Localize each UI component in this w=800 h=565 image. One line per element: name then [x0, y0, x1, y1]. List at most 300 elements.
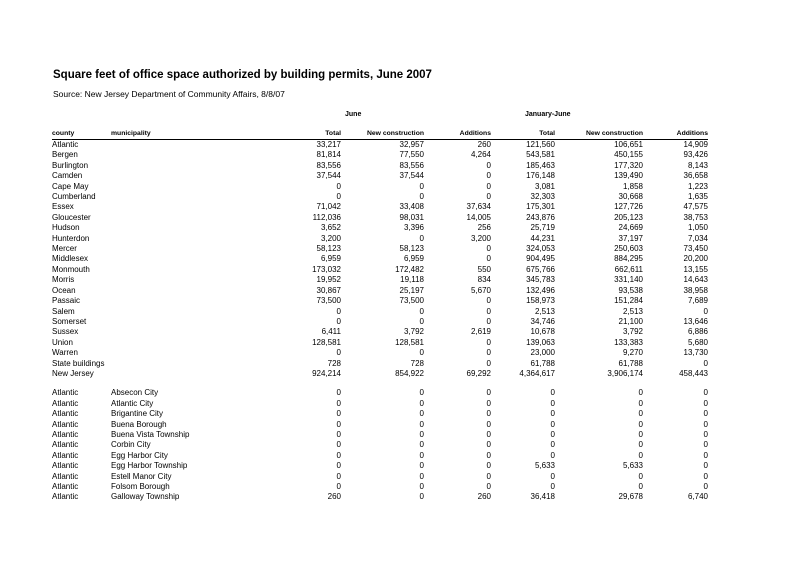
cell-ytd-total: 0	[550, 419, 555, 429]
cell-june-total: 260	[327, 492, 341, 502]
report-title: Square feet of office space authorized by building permits, June 2007	[53, 69, 432, 81]
county-rows	[52, 140, 708, 380]
cell-ytd-additions: 0	[703, 482, 708, 491]
cell-county: Passaic	[52, 296, 81, 306]
table-row	[52, 202, 708, 212]
cell-ytd-total: 0	[550, 398, 555, 408]
table-row	[52, 171, 708, 181]
cell-june-additions: 0	[486, 160, 491, 170]
table-row	[52, 461, 708, 471]
cell-county: New Jersey	[52, 368, 94, 378]
table-row	[52, 286, 708, 296]
col-header-june-total: Total	[325, 130, 341, 137]
cell-ytd-additions: 8,143	[687, 160, 708, 170]
cell-ytd-total: 675,766	[526, 264, 555, 274]
cell-june-additions: 0	[486, 192, 491, 202]
cell-ytd-additions: 20,200	[683, 254, 708, 264]
cell-june-additions: 550	[477, 264, 491, 274]
cell-county: Union	[52, 337, 73, 347]
cell-municipality	[111, 286, 225, 296]
cell-june-total: 0	[336, 348, 341, 358]
cell-ytd-additions: 36,658	[683, 171, 708, 181]
cell-county: Cumberland	[52, 192, 96, 202]
cell-ytd-total: 139,063	[526, 337, 555, 347]
cell-june-total: 112,036	[312, 212, 341, 222]
cell-county: Mercer	[52, 244, 77, 254]
cell-municipality: Buena Borough	[111, 419, 167, 429]
cell-county: Atlantic	[52, 409, 79, 419]
cell-june-new-construction: 0	[419, 409, 424, 419]
cell-municipality	[111, 213, 225, 223]
cell-municipality	[111, 171, 225, 181]
table-row	[52, 244, 708, 254]
table-row	[52, 348, 708, 358]
cell-june-total: 728	[327, 358, 341, 368]
cell-municipality	[111, 161, 225, 171]
cell-municipality	[111, 359, 225, 369]
cell-ytd-additions: 0	[703, 450, 708, 460]
cell-county: Sussex	[52, 327, 79, 337]
cell-ytd-total: 44,231	[530, 233, 555, 243]
cell-june-new-construction: 33,408	[399, 202, 424, 212]
cell-municipality	[111, 338, 225, 348]
table-row	[52, 338, 708, 348]
cell-june-total: 0	[336, 461, 341, 471]
cell-june-total: 3,652	[320, 223, 341, 233]
cell-june-new-construction: 728	[410, 358, 424, 368]
cell-ytd-total: 0	[550, 482, 555, 491]
table-row	[52, 223, 708, 233]
cell-june-total: 0	[336, 192, 341, 202]
cell-ytd-additions: 0	[703, 419, 708, 429]
cell-june-total: 33,217	[316, 140, 341, 149]
cell-ytd-new-construction: 0	[638, 450, 643, 460]
cell-municipality	[111, 244, 225, 254]
cell-ytd-new-construction: 139,490	[614, 171, 643, 181]
cell-ytd-additions: 7,689	[687, 296, 708, 306]
cell-ytd-additions: 73,450	[683, 244, 708, 254]
cell-county: Monmouth	[52, 264, 90, 274]
cell-county: Middlesex	[52, 254, 89, 264]
cell-june-additions: 14,005	[466, 212, 491, 222]
table-row	[52, 307, 708, 317]
cell-ytd-total: 0	[550, 471, 555, 481]
cell-june-new-construction: 32,957	[399, 140, 424, 149]
cell-county: Warren	[52, 348, 78, 358]
cell-county: Somerset	[52, 316, 87, 326]
cell-ytd-additions: 6,740	[687, 492, 708, 502]
cell-ytd-total: 61,788	[530, 358, 555, 368]
cell-municipality: Absecon City	[111, 388, 159, 398]
cell-june-additions: 0	[486, 482, 491, 491]
cell-ytd-total: 0	[550, 450, 555, 460]
cell-june-additions: 0	[486, 337, 491, 347]
cell-june-new-construction: 0	[419, 398, 424, 408]
cell-county: Morris	[52, 275, 75, 285]
cell-ytd-additions: 14,643	[683, 275, 708, 285]
cell-ytd-new-construction: 250,603	[614, 244, 643, 254]
cell-ytd-additions: 38,753	[683, 212, 708, 222]
cell-municipality: Folsom Borough	[111, 482, 170, 491]
cell-june-additions: 260	[477, 140, 491, 149]
cell-june-new-construction: 0	[419, 492, 424, 502]
cell-municipality: Egg Harbor City	[111, 450, 168, 460]
cell-ytd-new-construction: 24,669	[618, 223, 643, 233]
table-row	[52, 317, 708, 327]
cell-ytd-total: 4,364,617	[519, 368, 555, 378]
table-row	[52, 409, 708, 419]
cell-municipality: Brigantine City	[111, 409, 164, 419]
cell-municipality	[111, 234, 225, 244]
cell-ytd-additions: 7,034	[687, 233, 708, 243]
cell-june-additions: 5,670	[470, 285, 491, 295]
cell-ytd-new-construction: 1,858	[622, 181, 643, 191]
cell-county: Atlantic	[52, 450, 79, 460]
cell-june-total: 0	[336, 482, 341, 491]
cell-june-new-construction: 3,396	[403, 223, 424, 233]
cell-june-total: 0	[336, 306, 341, 316]
cell-ytd-new-construction: 0	[638, 471, 643, 481]
cell-june-additions: 0	[486, 244, 491, 254]
cell-june-additions: 0	[486, 388, 491, 398]
cell-county: Atlantic	[52, 140, 79, 149]
cell-june-additions: 0	[486, 254, 491, 264]
cell-ytd-new-construction: 93,538	[618, 285, 643, 295]
col-header-ytd-additions: Additions	[676, 130, 708, 137]
cell-county: Essex	[52, 202, 74, 212]
cell-june-additions: 0	[486, 440, 491, 450]
cell-june-new-construction: 0	[419, 348, 424, 358]
cell-ytd-total: 345,783	[526, 275, 555, 285]
cell-ytd-new-construction: 21,100	[618, 316, 643, 326]
col-header-county: county	[52, 130, 75, 137]
cell-june-new-construction: 0	[419, 388, 424, 398]
cell-ytd-additions: 0	[703, 461, 708, 471]
cell-ytd-total: 175,301	[526, 202, 555, 212]
cell-june-new-construction: 37,544	[399, 171, 424, 181]
cell-june-additions: 834	[477, 275, 491, 285]
cell-june-new-construction: 0	[419, 192, 424, 202]
cell-ytd-total: 185,463	[526, 160, 555, 170]
cell-county: State buildings	[52, 358, 105, 368]
cell-june-new-construction: 172,482	[395, 264, 424, 274]
cell-ytd-new-construction: 0	[638, 388, 643, 398]
cell-ytd-additions: 0	[703, 398, 708, 408]
cell-municipality: Buena Vista Township	[111, 429, 190, 439]
cell-ytd-total: 0	[550, 429, 555, 439]
cell-june-new-construction: 0	[419, 450, 424, 460]
cell-ytd-new-construction: 0	[638, 482, 643, 491]
cell-ytd-additions: 93,426	[683, 150, 708, 160]
cell-ytd-additions: 0	[703, 306, 708, 316]
cell-june-total: 3,200	[320, 233, 341, 243]
cell-june-additions: 0	[486, 348, 491, 358]
cell-ytd-total: 243,876	[526, 212, 555, 222]
cell-june-new-construction: 58,123	[399, 244, 424, 254]
cell-june-total: 0	[336, 419, 341, 429]
cell-june-additions: 256	[477, 223, 491, 233]
cell-ytd-new-construction: 662,611	[614, 264, 643, 274]
cell-ytd-total: 34,746	[530, 316, 555, 326]
cell-june-additions: 37,634	[466, 202, 491, 212]
cell-ytd-new-construction: 331,140	[614, 275, 643, 285]
cell-ytd-additions: 14,909	[683, 140, 708, 149]
cell-june-additions: 260	[477, 492, 491, 502]
table-row	[52, 182, 708, 192]
cell-municipality	[111, 182, 225, 192]
cell-june-total: 0	[336, 181, 341, 191]
cell-county: Atlantic	[52, 461, 79, 471]
table-row	[52, 140, 708, 151]
table-row	[52, 213, 708, 223]
cell-ytd-total: 0	[550, 440, 555, 450]
table-row	[52, 296, 708, 306]
cell-county: Salem	[52, 306, 75, 316]
cell-municipality	[111, 140, 225, 151]
cell-june-new-construction: 0	[419, 482, 424, 491]
cell-ytd-new-construction: 9,270	[622, 348, 643, 358]
cell-county: Burlington	[52, 160, 89, 170]
municipality-rows	[52, 388, 708, 502]
cell-june-additions: 0	[486, 419, 491, 429]
cell-ytd-new-construction: 0	[638, 440, 643, 450]
cell-ytd-additions: 0	[703, 388, 708, 398]
cell-ytd-new-construction: 0	[638, 429, 643, 439]
cell-june-total: 0	[336, 388, 341, 398]
cell-june-additions: 0	[486, 306, 491, 316]
cell-ytd-new-construction: 61,788	[618, 358, 643, 368]
cell-ytd-total: 2,513	[534, 306, 555, 316]
cell-county: Atlantic	[52, 398, 79, 408]
cell-ytd-additions: 38,958	[683, 285, 708, 295]
col-header-june-new-construction: New construction	[366, 130, 424, 137]
table-row	[52, 359, 708, 369]
cell-ytd-new-construction: 29,678	[618, 492, 643, 502]
cell-june-total: 6,411	[321, 327, 341, 337]
cell-ytd-total: 158,973	[526, 296, 555, 306]
cell-ytd-additions: 47,575	[683, 202, 708, 212]
cell-ytd-new-construction: 0	[638, 409, 643, 419]
cell-ytd-additions: 5,680	[687, 337, 708, 347]
cell-june-additions: 0	[486, 429, 491, 439]
cell-june-additions: 0	[486, 409, 491, 419]
table-row	[52, 275, 708, 285]
column-header-row	[52, 128, 708, 140]
cell-june-new-construction: 0	[419, 233, 424, 243]
table-row	[52, 234, 708, 244]
cell-municipality	[111, 192, 225, 202]
cell-ytd-additions: 6,886	[687, 327, 708, 337]
cell-june-new-construction: 0	[419, 461, 424, 471]
cell-municipality: Corbin City	[111, 440, 151, 450]
cell-ytd-total: 543,581	[526, 150, 555, 160]
cell-june-total: 0	[336, 440, 341, 450]
cell-county: Cape May	[52, 181, 89, 191]
cell-june-new-construction: 25,197	[399, 285, 424, 295]
col-header-ytd-total: Total	[539, 130, 555, 137]
cell-ytd-new-construction: 151,284	[614, 296, 643, 306]
cell-ytd-total: 176,148	[526, 171, 555, 181]
office-space-table	[52, 128, 708, 503]
cell-ytd-total: 36,418	[530, 492, 555, 502]
cell-county: Atlantic	[52, 429, 79, 439]
cell-ytd-total: 23,000	[530, 348, 555, 358]
cell-june-new-construction: 83,556	[399, 160, 424, 170]
col-header-municipality: municipality	[111, 130, 151, 137]
cell-ytd-new-construction: 3,906,174	[607, 368, 643, 378]
cell-ytd-new-construction: 450,155	[614, 150, 643, 160]
cell-june-additions: 0	[486, 316, 491, 326]
cell-june-additions: 0	[486, 181, 491, 191]
cell-june-new-construction: 77,550	[399, 150, 424, 160]
col-header-june-additions: Additions	[459, 130, 491, 137]
cell-municipality	[111, 202, 225, 212]
group-header-june: June	[345, 111, 362, 118]
cell-ytd-additions: 1,223	[687, 181, 708, 191]
cell-ytd-total: 0	[550, 388, 555, 398]
cell-june-new-construction: 3,792	[403, 327, 424, 337]
cell-ytd-additions: 0	[703, 429, 708, 439]
cell-june-total: 0	[336, 409, 341, 419]
cell-ytd-new-construction: 0	[638, 398, 643, 408]
cell-june-additions: 0	[486, 296, 491, 306]
cell-june-total: 0	[336, 398, 341, 408]
cell-june-new-construction: 73,500	[399, 296, 424, 306]
table-row	[52, 388, 708, 398]
cell-municipality: Atlantic City	[111, 398, 154, 408]
cell-june-total: 19,952	[316, 275, 341, 285]
cell-june-total: 128,581	[312, 337, 341, 347]
cell-june-total: 6,959	[320, 254, 341, 264]
cell-county: Atlantic	[52, 492, 79, 502]
cell-ytd-new-construction: 133,383	[614, 337, 643, 347]
cell-municipality: Estell Manor City	[111, 471, 172, 481]
cell-june-total: 30,867	[316, 285, 341, 295]
table-row	[52, 482, 708, 492]
cell-june-additions: 3,200	[470, 233, 491, 243]
cell-county: Hunterdon	[52, 233, 90, 243]
table-row	[52, 492, 708, 502]
cell-june-additions: 2,619	[470, 327, 491, 337]
cell-june-total: 924,214	[312, 368, 341, 378]
cell-county: Atlantic	[52, 471, 79, 481]
cell-ytd-additions: 13,730	[683, 348, 708, 358]
cell-municipality	[111, 348, 225, 358]
cell-june-new-construction: 6,959	[403, 254, 424, 264]
table-row	[52, 420, 708, 430]
cell-municipality	[111, 317, 225, 327]
cell-ytd-additions: 0	[703, 358, 708, 368]
cell-county: Atlantic	[52, 388, 79, 398]
cell-june-new-construction: 0	[419, 471, 424, 481]
source-note: Source: New Jersey Department of Community Affairs, 8/8/07	[53, 89, 285, 99]
cell-municipality	[111, 296, 225, 306]
table-row	[52, 451, 708, 461]
cell-june-additions: 4,264	[470, 150, 491, 160]
cell-ytd-new-construction: 106,651	[614, 140, 643, 149]
cell-june-additions: 69,292	[466, 368, 491, 378]
cell-county: Atlantic	[52, 419, 79, 429]
cell-june-total: 71,042	[316, 202, 341, 212]
cell-ytd-total: 3,081	[534, 181, 555, 191]
table-row	[52, 327, 708, 337]
cell-ytd-additions: 13,155	[683, 264, 708, 274]
table-row	[52, 369, 708, 379]
cell-ytd-total: 32,303	[530, 192, 555, 202]
cell-ytd-additions: 458,443	[679, 368, 708, 378]
cell-ytd-total: 5,633	[534, 461, 555, 471]
cell-ytd-new-construction: 0	[638, 419, 643, 429]
cell-june-total: 0	[336, 429, 341, 439]
cell-municipality	[111, 275, 225, 285]
table-row	[52, 192, 708, 202]
cell-june-total: 0	[336, 450, 341, 460]
cell-ytd-new-construction: 205,123	[614, 212, 643, 222]
cell-ytd-total: 25,719	[530, 223, 555, 233]
cell-municipality	[111, 254, 225, 264]
table-row	[52, 399, 708, 409]
cell-municipality	[111, 150, 225, 160]
cell-june-total: 58,123	[316, 244, 341, 254]
cell-county: Atlantic	[52, 440, 79, 450]
cell-ytd-additions: 13,646	[683, 316, 708, 326]
cell-municipality	[111, 369, 225, 379]
cell-june-total: 73,500	[316, 296, 341, 306]
cell-june-new-construction: 128,581	[395, 337, 424, 347]
cell-ytd-new-construction: 5,633	[622, 461, 643, 471]
table-row	[52, 265, 708, 275]
cell-county: Gloucester	[52, 212, 91, 222]
cell-june-new-construction: 0	[419, 419, 424, 429]
cell-municipality	[111, 265, 225, 275]
cell-june-new-construction: 0	[419, 440, 424, 450]
table-row	[52, 472, 708, 482]
cell-county: Hudson	[52, 223, 80, 233]
cell-june-total: 0	[336, 316, 341, 326]
cell-county: Camden	[52, 171, 83, 181]
cell-ytd-new-construction: 177,320	[614, 160, 643, 170]
table-row	[52, 254, 708, 264]
cell-ytd-new-construction: 37,197	[618, 233, 643, 243]
cell-june-total: 0	[336, 471, 341, 481]
cell-june-additions: 0	[486, 461, 491, 471]
cell-ytd-total: 10,678	[530, 327, 555, 337]
table-row	[52, 440, 708, 450]
cell-county: Atlantic	[52, 482, 79, 491]
cell-june-new-construction: 0	[419, 316, 424, 326]
section-gap	[52, 379, 708, 388]
table-row	[52, 161, 708, 171]
cell-june-additions: 0	[486, 171, 491, 181]
cell-ytd-new-construction: 30,668	[618, 192, 643, 202]
cell-municipality	[111, 307, 225, 317]
cell-ytd-total: 121,560	[526, 140, 555, 149]
cell-june-new-construction: 0	[419, 181, 424, 191]
cell-june-additions: 0	[486, 471, 491, 481]
cell-ytd-new-construction: 884,295	[614, 254, 643, 264]
cell-ytd-additions: 0	[703, 409, 708, 419]
cell-june-new-construction: 0	[419, 306, 424, 316]
cell-june-total: 81,814	[316, 150, 341, 160]
cell-municipality	[111, 327, 225, 337]
cell-ytd-additions: 1,635	[687, 192, 708, 202]
cell-june-additions: 0	[486, 450, 491, 460]
table-row	[52, 150, 708, 160]
cell-ytd-total: 132,496	[526, 285, 555, 295]
cell-ytd-additions: 0	[703, 440, 708, 450]
cell-county: Ocean	[52, 285, 76, 295]
cell-june-additions: 0	[486, 358, 491, 368]
